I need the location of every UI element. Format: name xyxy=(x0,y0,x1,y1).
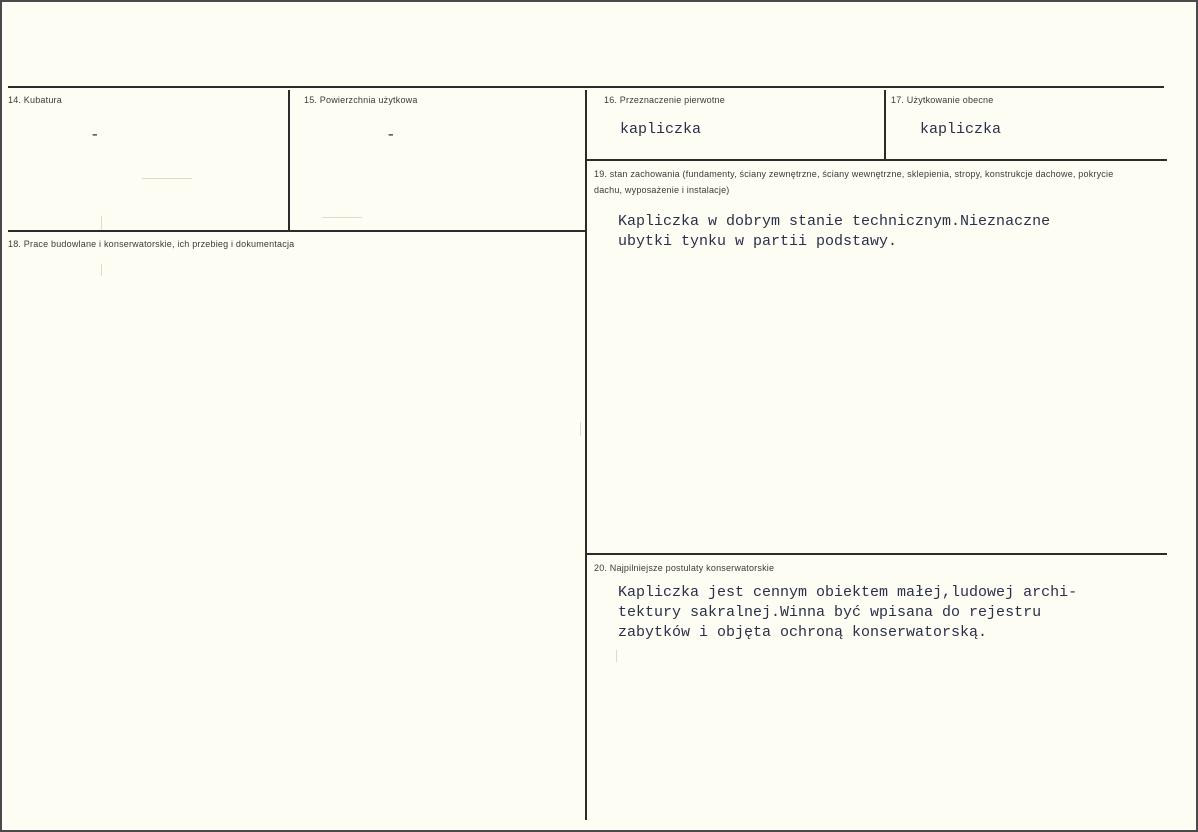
field-16-value: kapliczka xyxy=(620,121,702,138)
rule-under-14-15 xyxy=(8,230,586,232)
field-17-value: kapliczka xyxy=(920,121,1002,138)
rule-above-20 xyxy=(587,553,1167,555)
field-16-label: 16. Przeznaczenie pierwotne xyxy=(604,95,725,105)
scan-speck xyxy=(142,178,192,179)
divider-14-15 xyxy=(288,90,290,232)
scan-speck xyxy=(580,422,581,436)
center-divider xyxy=(585,90,587,820)
scan-speck xyxy=(616,650,617,662)
field-19-label: 19. stan zachowania (fundamenty, ściany zewnętrzne, ściany wewnętrzne, sklepienia, stropy, konstrukcje dachowe, pokrycie dachu, wyposażenie i instalacje) xyxy=(594,169,1114,195)
scan-speck xyxy=(101,264,102,276)
scan-speck xyxy=(322,217,362,218)
rule-under-16-17 xyxy=(587,159,1167,161)
field-14-value: - xyxy=(90,126,100,144)
field-20-line: Kapliczka jest cennym obiektem małej,ludowej archi- xyxy=(618,584,1078,601)
field-19-line: ubytki tynku w partii podstawy. xyxy=(618,233,898,250)
divider-16-17 xyxy=(884,90,886,160)
field-15-value: - xyxy=(386,126,396,144)
field-20-line: tektury sakralnej.Winna być wpisana do rejestru xyxy=(618,604,1042,621)
field-20-label: 20. Najpilniejsze postulaty konserwatorskie xyxy=(594,563,775,573)
top-rule xyxy=(8,86,1164,88)
field-15-label: 15. Powierzchnia użytkowa xyxy=(304,95,418,105)
scan-speck xyxy=(101,216,102,230)
field-14-label: 14. Kubatura xyxy=(8,95,62,105)
field-18-label: 18. Prace budowlane i konserwatorskie, ich przebieg i dokumentacja xyxy=(8,239,295,249)
field-17-label: 17. Użytkowanie obecne xyxy=(891,95,994,105)
field-20-line: zabytków i objęta ochroną konserwatorską. xyxy=(618,624,988,641)
field-19-line: Kapliczka w dobrym stanie technicznym.Nieznaczne xyxy=(618,213,1051,230)
